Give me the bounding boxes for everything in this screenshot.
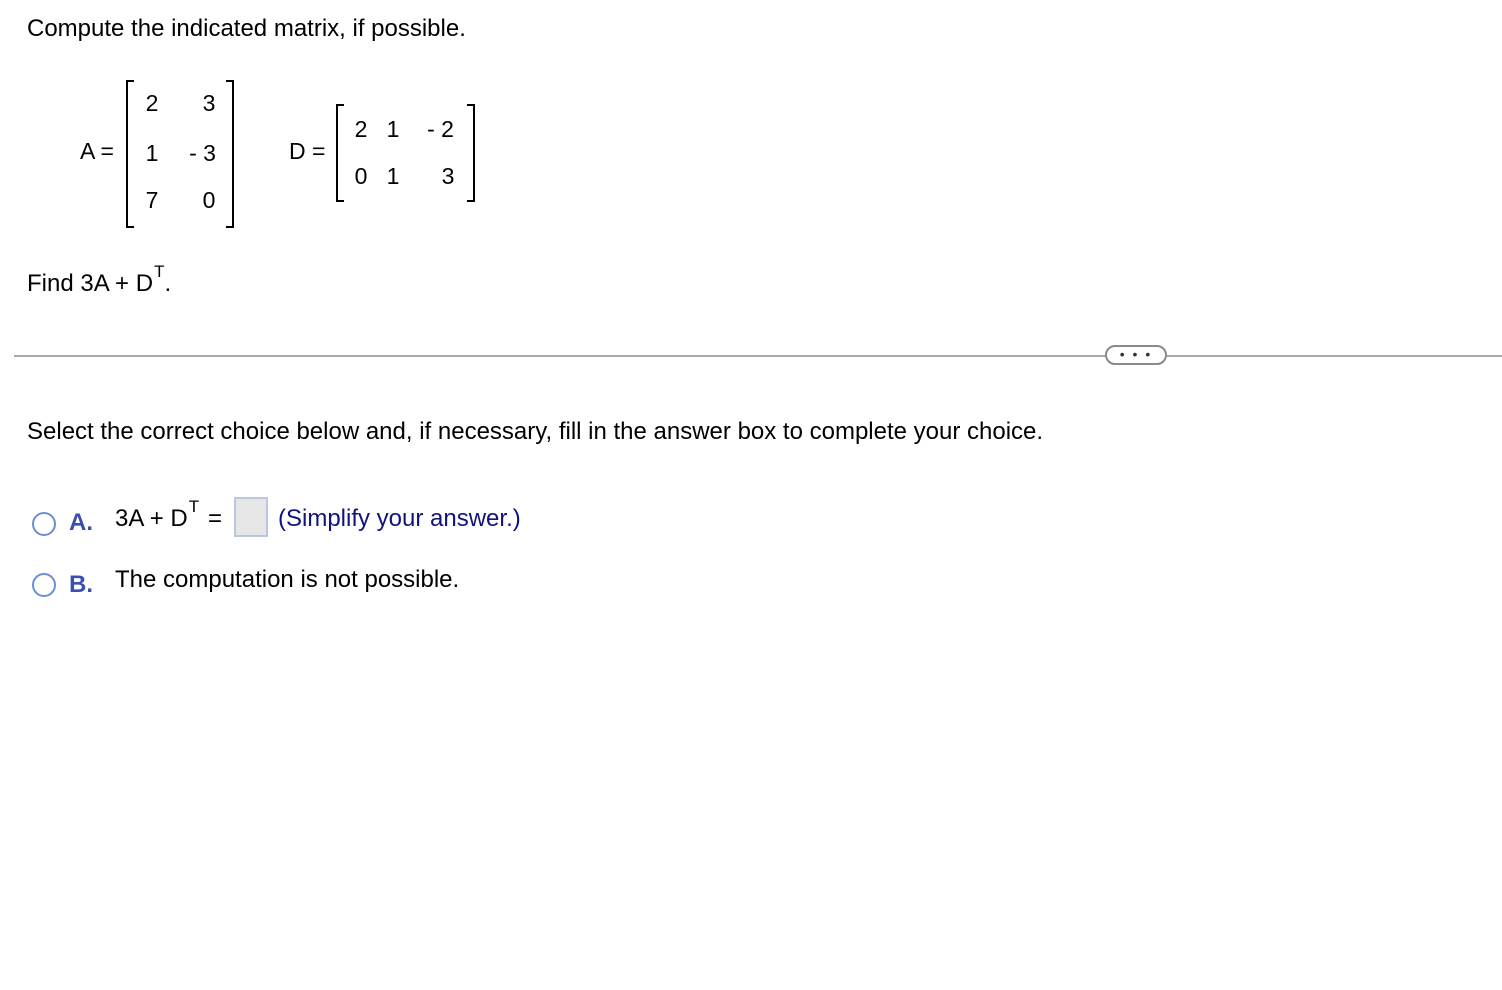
matrix-a-cell: 0 — [202, 187, 216, 213]
matrix-a-cell: 2 — [145, 90, 159, 116]
choice-a-radio[interactable] — [32, 512, 56, 536]
matrix-d-cell: 1 — [386, 116, 400, 142]
matrix-a-left-bracket — [126, 80, 134, 228]
matrix-a-right-bracket — [226, 80, 234, 228]
matrix-a-label: A = — [80, 138, 114, 164]
choice-a-hint: (Simplify your answer.) — [278, 505, 521, 532]
matrix-a-cell: 1 — [145, 140, 159, 166]
question-instruction: Compute the indicated matrix, if possible. — [27, 15, 466, 42]
find-expression-text: Find 3A + D — [27, 270, 154, 297]
choice-a-expression-text: 3A + D — [115, 505, 188, 532]
matrix-a-cell: - 3 — [189, 140, 216, 166]
choice-a-letter[interactable]: A. — [69, 509, 93, 536]
choice-b-letter[interactable]: B. — [69, 571, 93, 598]
find-expression-superscript: T — [154, 262, 165, 281]
choice-prompt: Select the correct choice below and, if necessary, fill in the answer box to complete your choice. — [27, 418, 1044, 445]
choice-a-equals: = — [208, 505, 223, 532]
section-divider — [14, 355, 1502, 357]
matrix-d-right-bracket — [467, 104, 475, 202]
matrix-d-cell: 3 — [441, 163, 455, 189]
find-expression — [27, 262, 172, 298]
choice-a-expression-superscript: T — [188, 497, 200, 516]
choice-b-radio[interactable] — [32, 573, 56, 597]
matrix-d-cell: 2 — [354, 116, 368, 142]
find-expression-period: . — [164, 270, 172, 297]
matrix-d-cell: 1 — [386, 163, 400, 189]
more-options-button[interactable]: • • • — [1105, 345, 1167, 365]
matrix-d-left-bracket — [336, 104, 344, 202]
matrix-a-cell: 3 — [202, 90, 216, 116]
choice-a-expression — [115, 497, 200, 533]
matrix-d-cell: 0 — [354, 163, 368, 189]
matrix-d-label: D = — [289, 138, 326, 164]
choice-b-text: The computation is not possible. — [115, 566, 460, 593]
matrix-a-cell: 7 — [145, 187, 159, 213]
matrix-d-cell: - 2 — [427, 116, 454, 142]
answer-input-box[interactable] — [234, 497, 268, 537]
